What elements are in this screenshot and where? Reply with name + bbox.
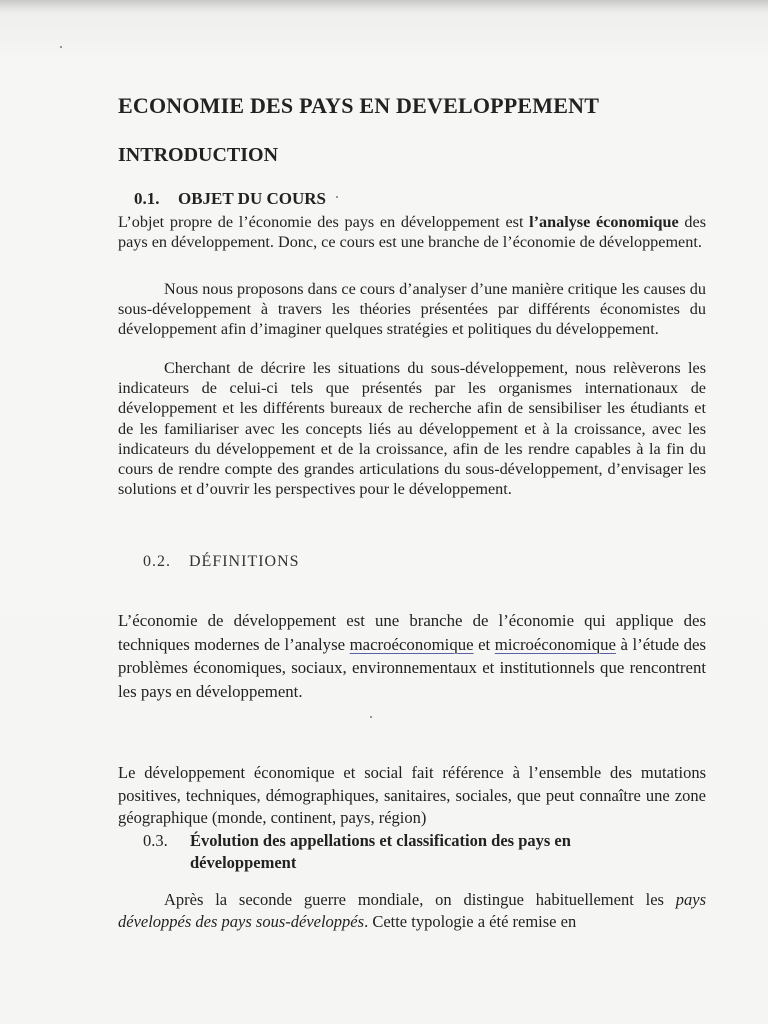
scan-top-edge bbox=[0, 0, 768, 14]
definition-paragraph-1 bbox=[118, 609, 706, 703]
italic-term: pays développés des pays sous-développés bbox=[118, 890, 706, 931]
section-number: 0.3. bbox=[143, 831, 168, 850]
evolution-paragraph-1 bbox=[118, 889, 706, 933]
text-run: L’objet propre de l’économie des pays en développement est bbox=[118, 213, 530, 231]
section-0-2-heading bbox=[143, 553, 300, 571]
text-run: L’économie de développement est une branche de l’économie qui applique des techniques modernes de l’analyse bbox=[118, 611, 706, 654]
section-title-line1: Évolution des appellations et classification des pays en bbox=[190, 831, 571, 850]
section-title: OBJET DU COURS bbox=[178, 189, 326, 208]
scan-speck bbox=[370, 716, 372, 718]
text-run: et bbox=[473, 634, 495, 654]
underlined-term-micro: microéconomique bbox=[494, 634, 616, 654]
section-0-1-heading bbox=[134, 189, 326, 209]
section-0-3-heading bbox=[143, 830, 683, 874]
section-number: 0.1. bbox=[134, 189, 160, 208]
introduction-heading: INTRODUCTION bbox=[118, 144, 279, 166]
section-number: 0.2. bbox=[143, 553, 171, 570]
objet-paragraph-3: Cherchant de décrire les situations du sous-développement, nous relèverons les indicateurs de celui-ci tels que présentés par les organismes internationaux de développement et les différents bureaux de recherche afin de sensibiliser les étudiants et de les familiariser avec les concepts liés au développement et à la croissance, avec les indicateurs du développement et de la croissance, afin de les rendre capables à la fin du cours de rendre compte des grandes articulations du sous-développement, d’envisager les solutions et d’ouvrir les perspectives pour le développement. bbox=[118, 359, 706, 499]
text-run: des pays en développement. Donc, ce cours est une branche de l’économie de développement. bbox=[118, 213, 707, 252]
document-title: ECONOMIE DES PAYS EN DEVELOPPEMENT bbox=[118, 93, 600, 118]
section-title: DÉFINITIONS bbox=[189, 553, 300, 570]
bold-term: l’analyse économique bbox=[529, 213, 679, 231]
objet-paragraph-1 bbox=[118, 212, 706, 252]
scan-speck bbox=[336, 196, 338, 198]
text-run: Après la seconde guerre mondiale, on distingue habituellement les bbox=[164, 890, 676, 909]
text-run: . Cette typologie a été remise en bbox=[364, 912, 577, 931]
text-run: à l’étude des problèmes économiques, sociaux, environnementaux et institutionnels que rencontrent les pays en développement. bbox=[118, 634, 706, 701]
underlined-term-macro: macroéconomique bbox=[349, 634, 474, 654]
section-title-line2: développement bbox=[190, 853, 297, 872]
objet-paragraph-2: Nous nous proposons dans ce cours d’analyser d’une manière critique les causes du sous-développement à travers les théories présentées par différents économistes du développement afin d’imaginer quelques stratégies et politiques du développement. bbox=[118, 280, 706, 339]
scan-speck bbox=[60, 46, 62, 48]
definition-paragraph-2: Le développement économique et social fait référence à l’ensemble des mutations positives, techniques, démographiques, sanitaires, sociales, que peut connaître une zone géographique (monde, continent, pays, région) bbox=[118, 763, 706, 827]
